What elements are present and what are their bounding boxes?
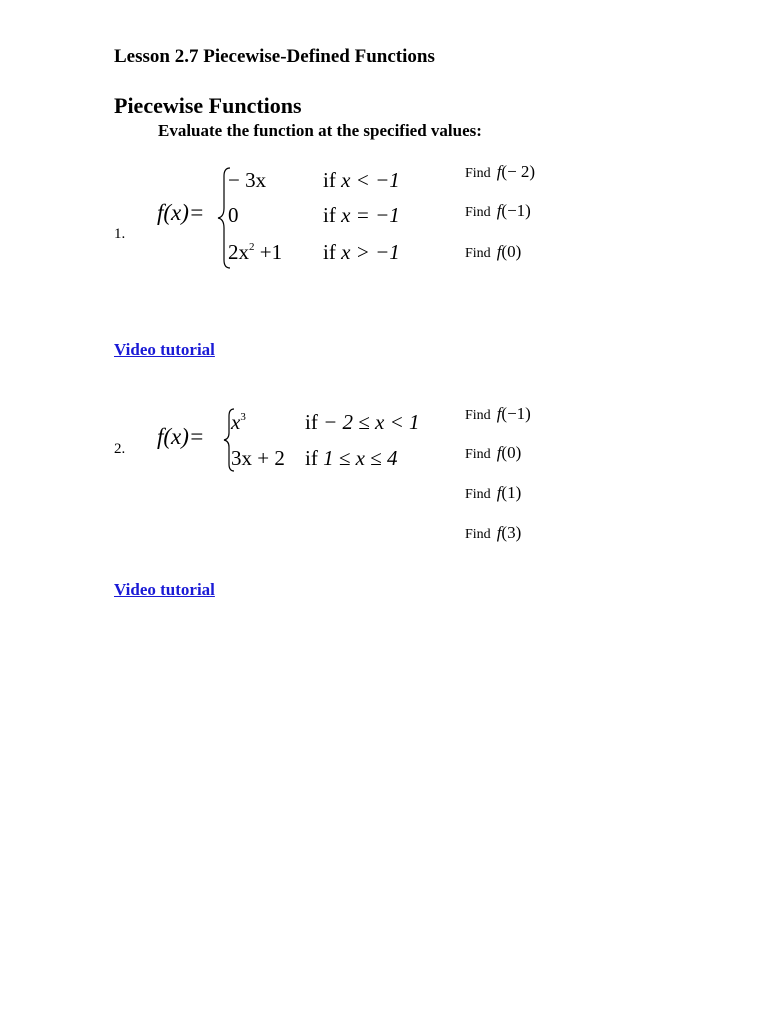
find-item xyxy=(465,404,531,424)
find-label: Find xyxy=(465,447,491,462)
find-label: Find xyxy=(465,205,491,220)
piece-condition xyxy=(305,446,397,471)
find-item xyxy=(465,443,521,463)
find-label: Find xyxy=(465,527,491,542)
section-title: Piecewise Functions xyxy=(114,93,302,118)
find-argument: (0) xyxy=(501,242,522,261)
piece-expression xyxy=(228,240,282,265)
find-label: Find xyxy=(465,246,491,261)
find-argument: (1) xyxy=(501,483,522,502)
find-argument: (− 2) xyxy=(501,162,536,181)
condition-keyword: if xyxy=(323,240,336,264)
condition-math: x = −1 xyxy=(341,203,400,227)
expr-exponent: 3 xyxy=(240,411,246,423)
find-item xyxy=(465,483,521,503)
find-argument: (0) xyxy=(501,443,522,462)
piece-condition xyxy=(323,168,400,193)
condition-math: x < −1 xyxy=(341,168,400,192)
function-definition-lhs: f(x)= xyxy=(157,200,205,225)
video-tutorial-link[interactable]: Video tutorial xyxy=(114,580,215,599)
condition-keyword: if xyxy=(305,410,318,434)
piece-condition xyxy=(323,203,400,228)
function-name: f xyxy=(496,404,502,423)
problem-number: 2. xyxy=(114,441,126,457)
find-item xyxy=(465,523,521,543)
piece-expression: 0 xyxy=(228,203,239,227)
find-argument: (−1) xyxy=(501,201,531,220)
piece-expression: − 3x xyxy=(228,168,267,192)
function-definition-lhs: f(x)= xyxy=(157,424,205,449)
condition-math: 1 ≤ x ≤ 4 xyxy=(323,446,398,470)
find-label: Find xyxy=(465,487,491,502)
piece-condition xyxy=(305,410,420,435)
find-label: Find xyxy=(465,166,491,181)
function-name: f xyxy=(496,242,502,261)
expr-exponent: 2 xyxy=(249,241,255,253)
lesson-title: Lesson 2.7 Piecewise-Defined Functions xyxy=(114,46,435,67)
condition-math: x > −1 xyxy=(341,240,400,264)
condition-keyword: if xyxy=(323,168,336,192)
find-argument: (−1) xyxy=(501,404,531,423)
condition-math: − 2 ≤ x < 1 xyxy=(323,410,420,434)
find-argument: (3) xyxy=(501,523,522,542)
condition-keyword: if xyxy=(305,446,318,470)
find-label: Find xyxy=(465,408,491,423)
video-tutorial-link[interactable]: Video tutorial xyxy=(114,340,215,359)
condition-keyword: if xyxy=(323,203,336,227)
piece-expression xyxy=(231,410,246,435)
function-name: f xyxy=(496,483,502,502)
find-item xyxy=(465,242,521,262)
problem-number: 1. xyxy=(114,226,126,242)
instructions: Evaluate the function at the specified values: xyxy=(158,121,482,140)
expr-base: 2x xyxy=(228,240,249,264)
function-name: f xyxy=(496,162,502,181)
function-name: f xyxy=(496,443,502,462)
piece-condition xyxy=(323,240,400,265)
find-item xyxy=(465,201,531,221)
find-item xyxy=(465,162,535,182)
function-name: f xyxy=(496,523,502,542)
piece-expression: 3x + 2 xyxy=(231,446,285,470)
function-name: f xyxy=(496,201,502,220)
expr-rest: +1 xyxy=(254,240,283,264)
expr-base: x xyxy=(231,410,241,434)
